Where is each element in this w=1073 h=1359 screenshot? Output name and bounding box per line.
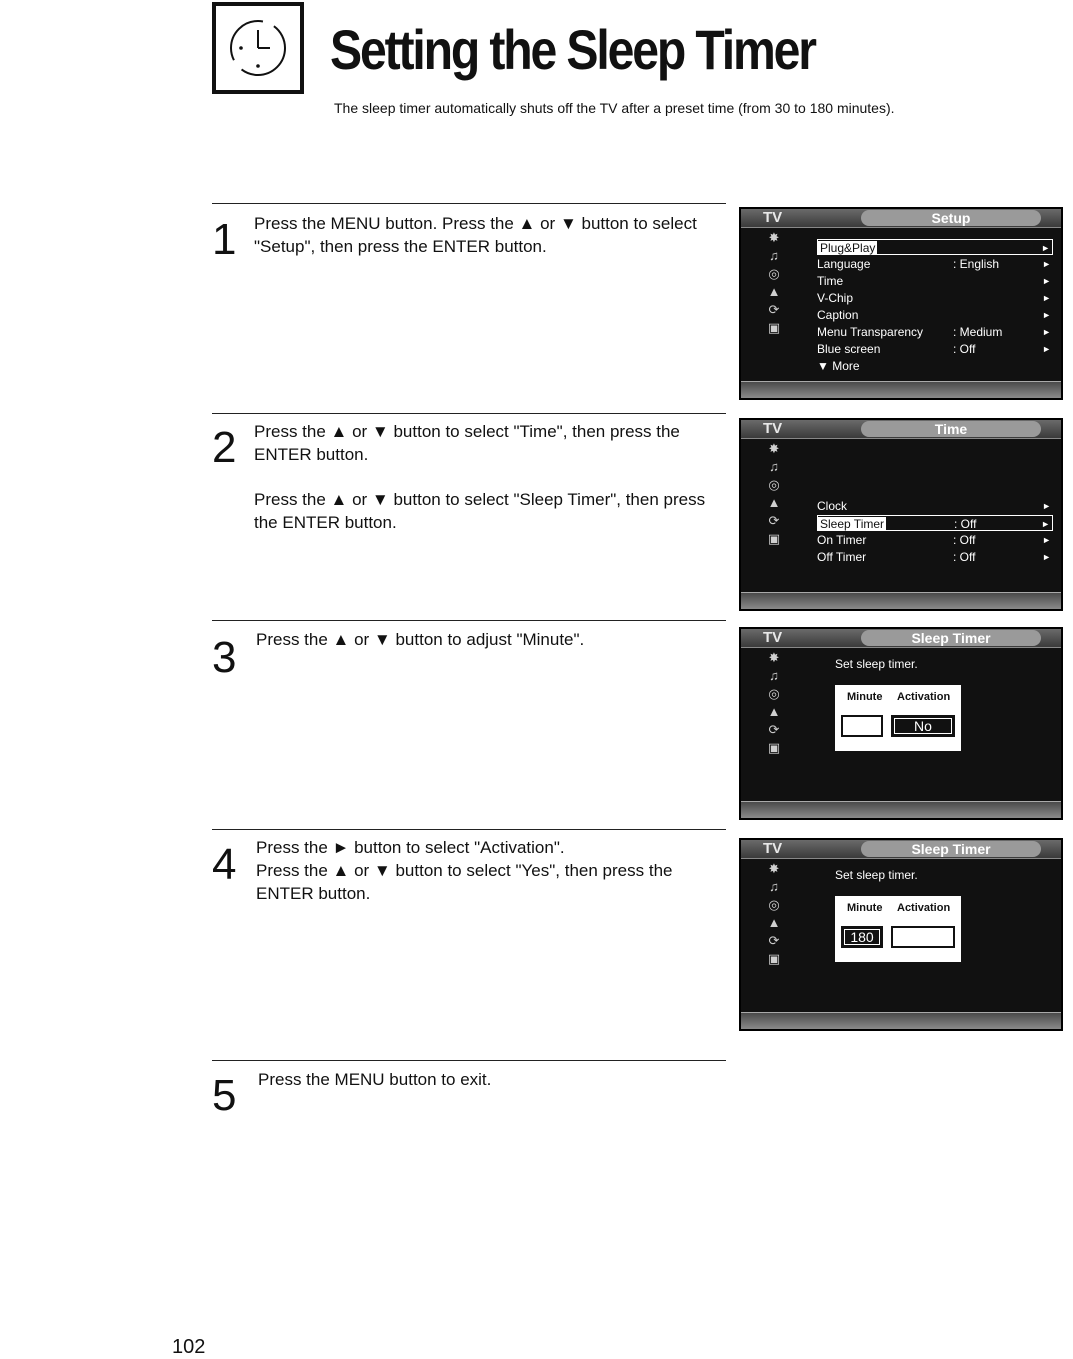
input-icon: ⟳: [768, 933, 780, 948]
menu-item-language[interactable]: [817, 256, 1053, 272]
menu-title: Setup: [861, 210, 1041, 226]
menu-item-label: ▼ More: [817, 359, 860, 373]
screen-top-bar: [741, 840, 1061, 859]
sleep-caption: Set sleep timer.: [835, 868, 918, 882]
step-5-rule: [212, 1060, 726, 1061]
step-3-rule: [212, 620, 726, 621]
time-menu-screen: [739, 418, 1063, 611]
channel-icon: ◎: [768, 686, 780, 701]
activation-field[interactable]: [891, 926, 955, 948]
menu-item-on-timer[interactable]: [817, 532, 1053, 548]
step-3-text: [256, 628, 726, 673]
function-icon: ▲: [767, 915, 781, 930]
channel-icon: ◎: [768, 897, 780, 912]
menu-item-caption[interactable]: [817, 307, 1053, 323]
sound-icon: ♫: [769, 459, 779, 474]
minute-header: Minute: [847, 902, 883, 914]
tv-mode-icon: ▣: [767, 320, 781, 335]
sleep-caption: Set sleep timer.: [835, 657, 918, 671]
menu-icon-column: [759, 651, 789, 755]
menu-item-value: : Off: [954, 517, 977, 531]
menu-item-value: : Off: [953, 550, 976, 564]
menu-item-more[interactable]: [817, 358, 1053, 374]
right-arrow-icon: ►: [1042, 344, 1051, 354]
input-icon: ⟳: [768, 722, 780, 737]
picture-icon: ✸: [768, 230, 780, 245]
step-2-rule: [212, 413, 726, 414]
menu-item-label: Language: [817, 257, 871, 271]
function-icon: ▲: [767, 284, 781, 299]
step-1-text: [254, 212, 724, 280]
step-5-number: 5: [212, 1071, 237, 1120]
menu-item-clock[interactable]: [817, 498, 1053, 514]
step-1-number: 1: [212, 215, 237, 264]
sound-icon: ♫: [769, 248, 779, 263]
function-icon: ▲: [767, 495, 781, 510]
right-arrow-icon: ►: [1042, 327, 1051, 337]
page-number: 102: [172, 1336, 206, 1358]
step-4-text: [256, 836, 726, 905]
tv-label: TV: [763, 629, 783, 646]
menu-item-value: : Medium: [953, 325, 1003, 339]
step-2-number: 2: [212, 423, 237, 472]
step-5-text: [258, 1068, 728, 1113]
tv-label: TV: [763, 420, 783, 437]
menu-item-menu-transparency[interactable]: [817, 324, 1053, 340]
tv-mode-icon: ▣: [767, 531, 781, 546]
channel-icon: ◎: [768, 266, 780, 281]
channel-icon: ◎: [768, 477, 780, 492]
right-arrow-icon: ►: [1042, 293, 1051, 303]
menu-icon-column: [759, 862, 789, 966]
menu-item-time[interactable]: [817, 273, 1053, 289]
page-title: Setting the Sleep Timer: [330, 18, 815, 81]
menu-item-value: : Off: [953, 533, 976, 547]
sleep-timer-screen-minute: [739, 627, 1063, 820]
right-arrow-icon: ►: [1042, 276, 1051, 286]
menu-title: Time: [861, 421, 1041, 437]
setup-menu-screen: [739, 207, 1063, 400]
menu-icon-column: [759, 231, 789, 335]
step-4-line-2: Press the ▲ or ▼ button to select "Yes", then press the ENTER button.: [256, 861, 673, 903]
sleep-panel: [835, 685, 961, 751]
menu-item-label: Sleep Timer: [820, 517, 885, 531]
input-icon: ⟳: [768, 302, 780, 317]
screen-bottom-bar: [741, 381, 1061, 398]
minute-field[interactable]: [841, 715, 883, 737]
step-4-number: 4: [212, 840, 237, 889]
step-3-line-1: Press the ▲ or ▼ button to adjust "Minute".: [256, 630, 585, 649]
sound-icon: ♫: [769, 879, 779, 894]
menu-item-label: On Timer: [817, 533, 867, 547]
sleep-panel: [835, 896, 961, 962]
step-5-line-1: Press the MENU button to exit.: [258, 1070, 492, 1089]
menu-item-label: Plug&Play: [820, 241, 876, 255]
menu-item-value: : English: [953, 257, 1000, 271]
sound-icon: ♫: [769, 668, 779, 683]
menu-item-label: Caption: [817, 308, 859, 322]
step-1-line-1: Press the MENU button. Press the ▲ or ▼ button to select "Setup", then press the ENTER button.: [254, 214, 697, 256]
function-icon: ▲: [767, 704, 781, 719]
right-arrow-icon: ►: [1041, 519, 1050, 529]
minute-header: Minute: [847, 691, 883, 703]
step-3-number: 3: [212, 633, 237, 682]
clock-icon: [212, 2, 304, 94]
right-arrow-icon: ►: [1042, 552, 1051, 562]
picture-icon: ✸: [768, 650, 780, 665]
menu-title: Sleep Timer: [861, 630, 1041, 646]
menu-item-off-timer[interactable]: [817, 549, 1053, 565]
minute-field[interactable]: 180: [841, 926, 883, 948]
screen-bottom-bar: [741, 592, 1061, 609]
screen-top-bar: [741, 209, 1061, 228]
tv-label: TV: [763, 840, 783, 857]
right-arrow-icon: ►: [1041, 243, 1050, 253]
page-subtitle: The sleep timer automatically shuts off the TV after a preset time (from 30 to 180 minutes).: [334, 100, 895, 116]
menu-item-label: Blue screen: [817, 342, 881, 356]
tv-mode-icon: ▣: [767, 951, 781, 966]
step-4-rule: [212, 829, 726, 830]
input-icon: ⟳: [768, 513, 780, 528]
screen-bottom-bar: [741, 801, 1061, 818]
menu-item-label: V-Chip: [817, 291, 854, 305]
menu-item-plug-play[interactable]: [817, 239, 1053, 255]
menu-item-vchip[interactable]: [817, 290, 1053, 306]
menu-item-sleep-timer[interactable]: [817, 515, 1053, 531]
step-2-line-2: Press the ▲ or ▼ button to select "Sleep Timer", then press the ENTER button.: [254, 490, 706, 532]
step-4-line-1: Press the ► button to select "Activation".: [256, 838, 565, 857]
right-arrow-icon: ►: [1042, 535, 1051, 545]
right-arrow-icon: ►: [1042, 310, 1051, 320]
tv-label: TV: [763, 209, 783, 226]
menu-item-label: Menu Transparency: [817, 325, 924, 339]
picture-icon: ✸: [768, 441, 780, 456]
menu-title: Sleep Timer: [861, 841, 1041, 857]
menu-icon-column: [759, 442, 789, 546]
activation-header: Activation: [897, 691, 951, 703]
menu-item-label: Clock: [817, 499, 848, 513]
sleep-timer-screen-activation: [739, 838, 1063, 1031]
menu-item-value: : Off: [953, 342, 976, 356]
step-2-text: [254, 420, 724, 556]
screen-top-bar: [741, 420, 1061, 439]
menu-item-label: Time: [817, 274, 844, 288]
tv-mode-icon: ▣: [767, 740, 781, 755]
screen-bottom-bar: [741, 1012, 1061, 1029]
step-1-rule: [212, 203, 726, 204]
activation-field[interactable]: No: [891, 715, 955, 737]
right-arrow-icon: ►: [1042, 259, 1051, 269]
activation-header: Activation: [897, 902, 951, 914]
step-2-line-1: Press the ▲ or ▼ button to select "Time", then press the ENTER button.: [254, 422, 680, 464]
menu-item-blue-screen[interactable]: [817, 341, 1053, 357]
menu-item-label: Off Timer: [817, 550, 867, 564]
picture-icon: ✸: [768, 861, 780, 876]
right-arrow-icon: ►: [1042, 501, 1051, 511]
screen-top-bar: [741, 629, 1061, 648]
